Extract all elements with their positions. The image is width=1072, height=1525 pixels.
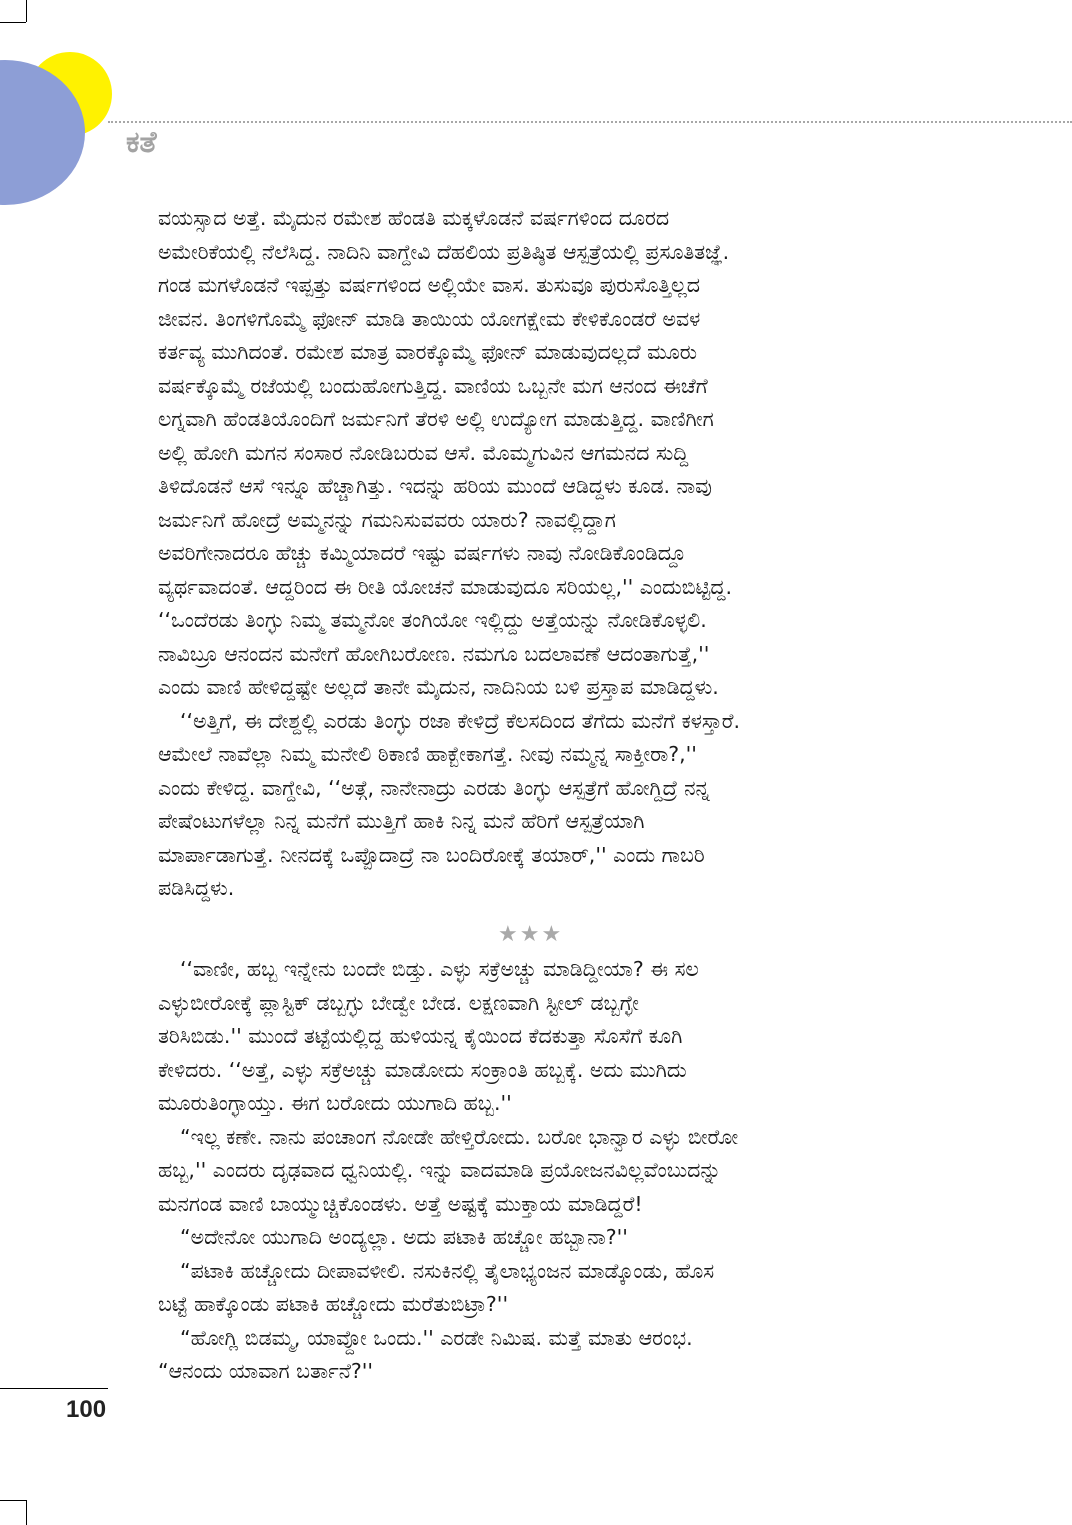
text-line: ಪಡಿಸಿದ್ದಳು. [158, 876, 235, 900]
story-body-part1 [158, 202, 903, 906]
crop-mark-top-left-vertical [26, 0, 27, 22]
text-line: “ಹೋಗ್ಲಿ ಬಿಡಮ್ಮ, ಯಾವ್ದೋ ಒಂದು.'' ಎರಡೇ ನಿಮಿಷ. ಮತ್ತೆ ಮಾತು ಆರಂಭ. [180, 1325, 693, 1350]
text-line: ಬಟ್ಟೆ ಹಾಕ್ಕೊಂಡು ಪಟಾಕಿ ಹಚ್ಚೋದು ಮರೆತುಬಿಟ್ರಾ?'' [158, 1292, 509, 1316]
text-line: ಅವರಿಗೇನಾದರೂ ಹೆಚ್ಚು ಕಮ್ಮಿಯಾದರೆ ಇಷ್ಟು ವರ್ಷಗಳು ನಾವು ನೋಡಿಕೊಂಡಿದ್ದೂ [158, 541, 686, 565]
text-line: ಕೇಳಿದರು. ‘‘ಅತ್ತೆ, ಎಳ್ಳು ಸಕ್ರೆಅಚ್ಚು ಮಾಡೋದು ಸಂಕ್ರಾಂತಿ ಹಬ್ಬಕ್ಕೆ. ಅದು ಮುಗಿದು [158, 1057, 687, 1082]
text-line: ಎಂದು ವಾಣಿ ಹೇಳಿದ್ದಷ್ಟೇ ಅಲ್ಲದೆ ತಾನೇ ಮೈದುನ, ನಾದಿನಿಯ ಬಳಿ ಪ್ರಸ್ತಾಪ ಮಾಡಿದ್ದಳು. [158, 675, 719, 699]
text-line: ಗಂಡ ಮಗಳೊಡನೆ ಇಪ್ಪತ್ತು ವರ್ಷಗಳಿಂದ ಅಲ್ಲಿಯೇ ವಾಸ. ತುಸುವೂ ಪುರುಸೊತ್ತಿಲ್ಲದ [158, 273, 700, 297]
text-line: ಅಮೇರಿಕೆಯಲ್ಲಿ ನೆಲೆಸಿದ್ದ. ನಾದಿನಿ ವಾಗ್ದೇವಿ ದೆಹಲಿಯ ಪ್ರತಿಷ್ಠಿತ ಆಸ್ಪತ್ರೆಯಲ್ಲಿ ಪ್ರಸೂತಿತಜ್ಞೆ. [158, 239, 730, 264]
text-line: “ಇಲ್ಲ ಕಣೇ. ನಾನು ಪಂಚಾಂಗ ನೋಡೇ ಹೇಳ್ತಿರೋದು. ಬರೋ ಭಾನ್ವಾರ ಎಳ್ಳು ಬೀರೋ [180, 1124, 739, 1149]
text-line: ಪೇಷೆಂಟುಗಳೆಲ್ಲಾ ನಿನ್ನ ಮನೆಗೆ ಮುತ್ತಿಗೆ ಹಾಕಿ ನಿನ್ನ ಮನೆ ಹೆರಿಗೆ ಆಸ್ಪತ್ರೆಯಾಗಿ [158, 809, 645, 833]
text-line: ತರಿಸಿಬಿಡು.'' ಮುಂದೆ ತಟ್ಟೆಯಲ್ಲಿದ್ದ ಹುಳಿಯನ್ನ ಕೈಯಿಂದ ಕೆದಕುತ್ತಾ ಸೊಸೆಗೆ ಕೂಗಿ [158, 1024, 683, 1048]
text-line: “ಪಟಾಕಿ ಹಚ್ಚೋದು ದೀಪಾವಳೀಲಿ. ನಸುಕಿನಲ್ಲಿ ತೈಲಾಭ್ಯಂಜನ ಮಾಡ್ಕೊಂಡು, ಹೊಸ [180, 1258, 715, 1283]
crop-mark-top-left-horizontal [0, 22, 26, 23]
story-body-part2 [158, 953, 903, 1389]
crop-mark-bottom-left-vertical [26, 1500, 27, 1525]
text-line: ಎಂದು ಕೇಳಿದ್ದ. ವಾಗ್ದೇವಿ, ‘‘ಅತ್ಗೆ, ನಾನೇನಾದ್ರು ಎರಡು ತಿಂಗ್ಳು ಆಸ್ಪತ್ರೆಗೆ ಹೋಗ್ದಿದ್ರೆ ನನ್ನ [158, 775, 710, 800]
text-line: ಲಗ್ನವಾಗಿ ಹೆಂಡತಿಯೊಂದಿಗೆ ಜರ್ಮನಿಗೆ ತೆರಳಿ ಅಲ್ಲಿ ಉದ್ಯೋಗ ಮಾಡುತ್ತಿದ್ದ. ವಾಣಿಗೀಗ [158, 407, 714, 431]
page-number: 100 [66, 1396, 107, 1423]
text-line: ಆಮೇಲೆ ನಾವೆಲ್ಲಾ ನಿಮ್ಮ ಮನೇಲಿ ಠಿಕಾಣಿ ಹಾಕ್ಬೇಕಾಗತ್ತೆ. ನೀವು ನಮ್ಮನ್ನ ಸಾಕ್ತೀರಾ?,'' [158, 742, 697, 766]
text-line: ಮೂರುತಿಂಗ್ಳಾಯ್ತು. ಈಗ ಬರೋದು ಯುಗಾದಿ ಹಬ್ಬ.'' [158, 1091, 512, 1115]
text-line: ವ್ಯರ್ಥವಾದಂತೆ. ಆದ್ದರಿಂದ ಈ ರೀತಿ ಯೋಚನೆ ಮಾಡುವುದೂ ಸರಿಯಲ್ಲ,'' ಎಂದುಬಿಟ್ಟಿದ್ದ. [158, 574, 733, 599]
section-separator-stars: ★★★ [498, 922, 564, 947]
text-line: ನಾವಿಬ್ರೂ ಆನಂದನ ಮನೇಗೆ ಹೋಗಿಬರೋಣ. ನಮಗೂ ಬದಲಾವಣೆ ಆದಂತಾಗುತ್ತೆ,'' [158, 641, 710, 666]
crop-mark-bottom-left-horizontal [0, 1500, 26, 1501]
text-line: ವರ್ಷಕ್ಕೊಮ್ಮೆ ರಜೆಯಲ್ಲಿ ಬಂದುಹೋಗುತ್ತಿದ್ದ. ವಾಣಿಯ ಒಬ್ಬನೇ ಮಗ ಆನಂದ ಈಚೆಗೆ [158, 373, 708, 398]
text-line: ಜೀವನ. ತಿಂಗಳಿಗೊಮ್ಮೆ ಫೋನ್ ಮಾಡಿ ತಾಯಿಯ ಯೋಗಕ್ಷೇಮ ಕೇಳಿಕೊಂಡರೆ ಅವಳ [158, 306, 701, 331]
text-line: ತಿಳಿದೊಡನೆ ಆಸೆ ಇನ್ನೂ ಹೆಚ್ಚಾಗಿತ್ತು. ಇದನ್ನು ಹರಿಯ ಮುಂದೆ ಆಡಿದ್ದಳು ಕೂಡ. ನಾವು [158, 474, 712, 498]
text-line: “ಅದೇನೋ ಯುಗಾದಿ ಅಂದ್ಯಲ್ಲಾ. ಅದು ಪಟಾಕಿ ಹಚ್ಚೋ ಹಬ್ಬಾನಾ?'' [180, 1225, 628, 1249]
section-label: ಕತೆ [126, 125, 157, 160]
text-line: ಜರ್ಮನಿಗೆ ಹೋದ್ರೆ ಅಮ್ಮನನ್ನು ಗಮನಿಸುವವರು ಯಾರು? ನಾವಲ್ಲಿದ್ದಾಗ [158, 507, 616, 532]
footer-rule [0, 1388, 108, 1389]
text-line: ಮಾರ್ಪಾಡಾಗುತ್ತೆ. ನೀನದಕ್ಕೆ ಒಪ್ಪೊದಾದ್ರೆ ನಾ ಬಂದಿರೋಕ್ಕೆ ತಯಾರ್,'' ಎಂದು ಗಾಬರಿ [158, 842, 705, 867]
text-line: ‘‘ಒಂದೆರಡು ತಿಂಗ್ಳು ನಿಮ್ಮ ತಮ್ಮನೋ ತಂಗಿಯೋ ಇಲ್ಲಿದ್ದು ಅತ್ತೆಯನ್ನು ನೋಡಿಕೊಳ್ಳಲಿ. [158, 608, 707, 632]
text-line: ಹಬ್ಬ,'' ಎಂದರು ದೃಢವಾದ ಧ್ವನಿಯಲ್ಲಿ. ಇನ್ನು ವಾದಮಾಡಿ ಪ್ರಯೋಜನವಿಲ್ಲವೆಂಬುದನ್ನು [158, 1158, 722, 1182]
text-line: ‘‘ಅತ್ತಿಗೆ, ಈ ದೇಶ್ದಲ್ಲಿ ಎರಡು ತಿಂಗ್ಳು ರಜಾ ಕೇಳಿದ್ರೆ ಕೆಲಸದಿಂದ ತೆಗೆದು ಮನೆಗೆ ಕಳಸ್ತಾರೆ. [180, 708, 740, 733]
text-line: ಅಲ್ಲಿ ಹೋಗಿ ಮಗನ ಸಂಸಾರ ನೋಡಿಬರುವ ಆಸೆ. ಮೊಮ್ಮಗುವಿನ ಆಗಮನದ ಸುದ್ದಿ [158, 440, 689, 465]
text-line: “ಆನಂದು ಯಾವಾಗ ಬರ್ತಾನೆ?'' [158, 1359, 374, 1383]
text-line: ಮನಗಂಡ ವಾಣಿ ಬಾಯ್ಮುಚ್ಚಿಕೊಂಡಳು. ಅತ್ತೆ ಅಷ್ಟಕ್ಕೆ ಮುಕ್ತಾಯ ಮಾಡಿದ್ದರೆ! [158, 1191, 643, 1216]
text-line: ವಯಸ್ಸಾದ ಅತ್ತೆ. ಮೈದುನ ರಮೇಶ ಹೆಂಡತಿ ಮಕ್ಕಳೊಡನೆ ವರ್ಷಗಳಿಂದ ದೂರದ [158, 206, 670, 230]
header-dotted-rule [108, 121, 1072, 123]
text-line: ಎಳ್ಳುಬೀರೋಕ್ಕೆ ಪ್ಲಾಸ್ಟಿಕ್ ಡಬ್ಬಗ್ಳು ಬೇಡ್ವೇ ಬೇಡ. ಲಕ್ಷಣವಾಗಿ ಸ್ಟೀಲ್ ಡಬ್ಬಗ್ಳೇ [158, 990, 639, 1015]
text-line: ‘‘ವಾಣೀ, ಹಬ್ಬ ಇನ್ನೇನು ಬಂದೇ ಬಿಡ್ತು. ಎಳ್ಳು ಸಕ್ರೆಅಚ್ಚು ಮಾಡಿದ್ದೀಯಾ? ಈ ಸಲ [180, 957, 699, 981]
text-line: ಕರ್ತವ್ಯ ಮುಗಿದಂತೆ. ರಮೇಶ ಮಾತ್ರ ವಾರಕ್ಕೊಮ್ಮೆ ಫೋನ್ ಮಾಡುವುದಲ್ಲದೆ ಮೂರು [158, 340, 698, 364]
